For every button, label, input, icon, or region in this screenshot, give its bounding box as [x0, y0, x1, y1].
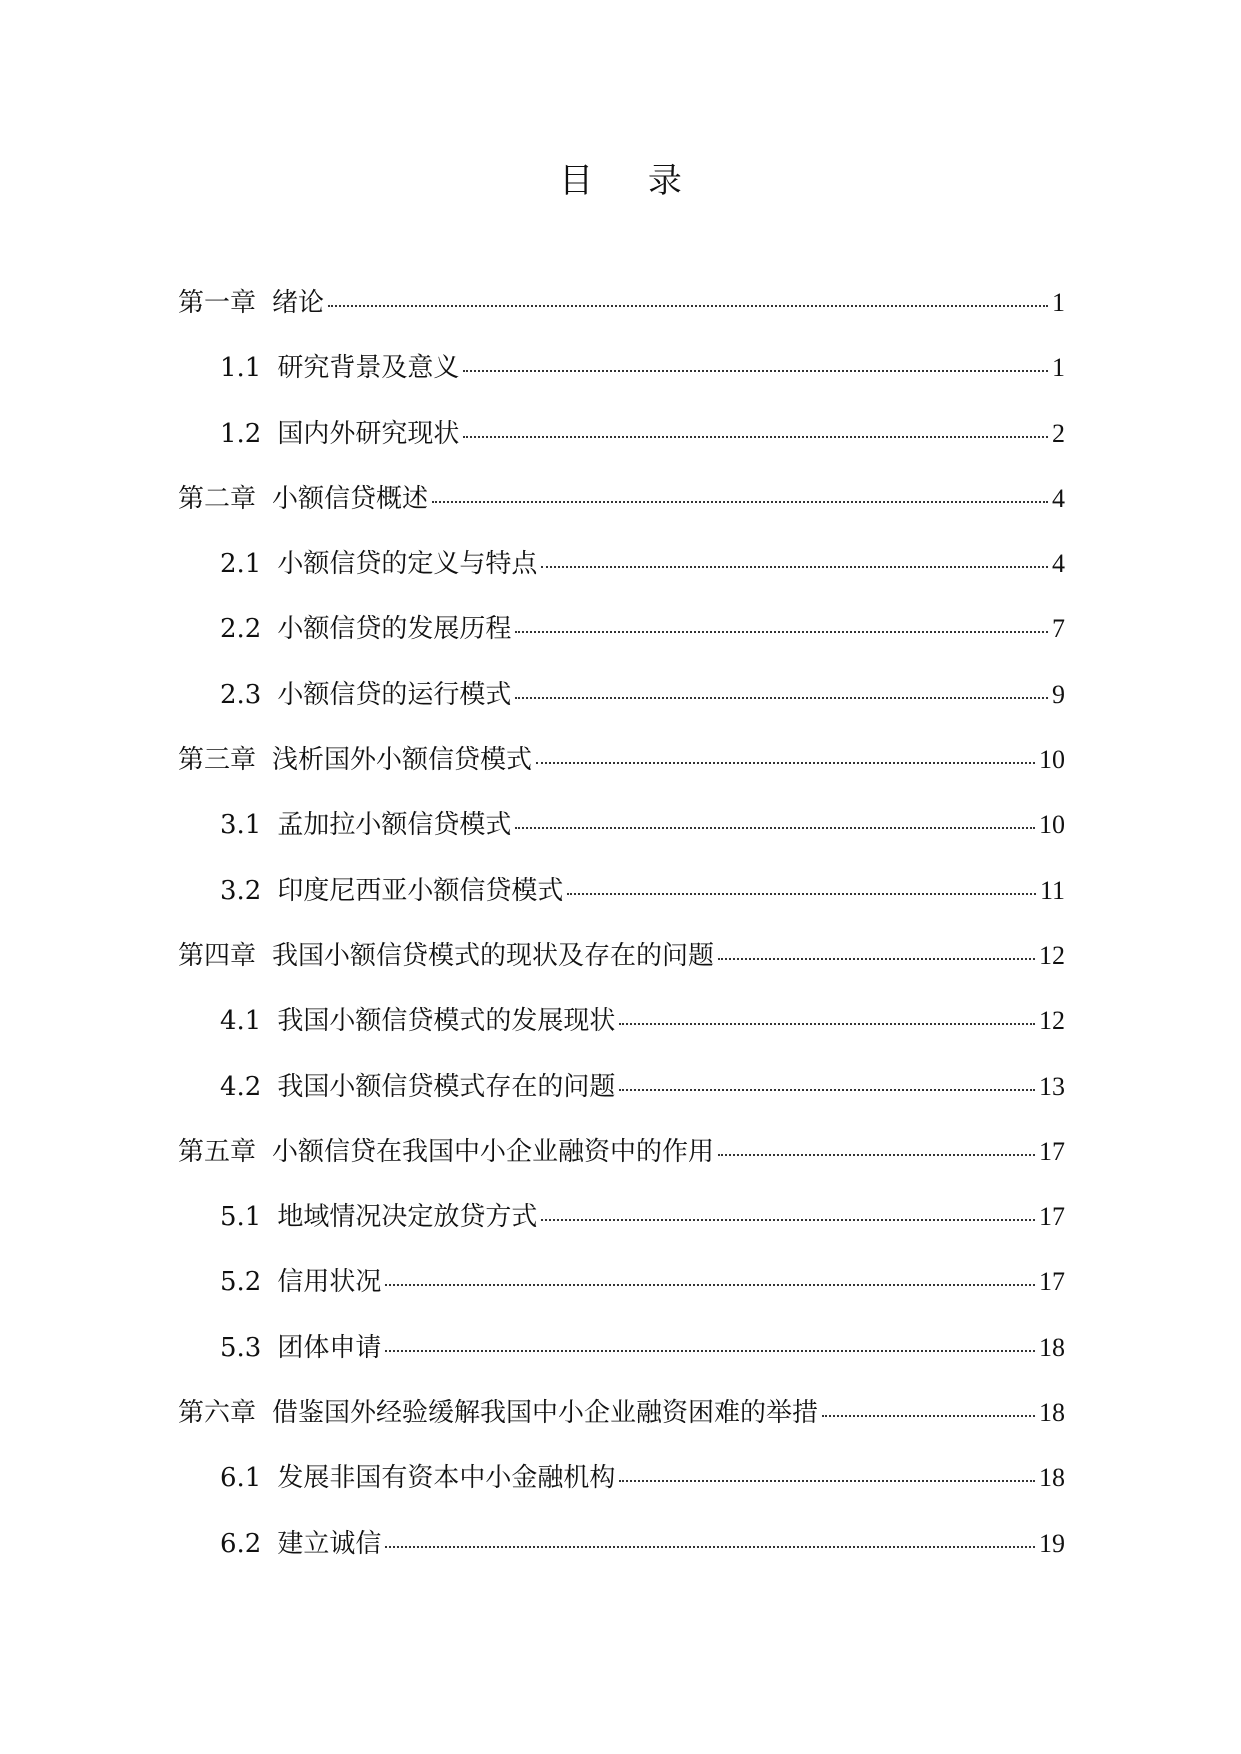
- toc-page-number: 12: [1039, 940, 1065, 970]
- toc-entry-title: 我国小额信贷模式的发展现状: [277, 1006, 616, 1037]
- toc-page-number: 18: [1039, 1463, 1065, 1493]
- toc-entry-title: 小额信贷的定义与特点: [277, 549, 538, 580]
- toc-entry-number: 第五章: [178, 1136, 257, 1167]
- toc-entry-number: 2.3: [220, 679, 262, 710]
- toc-section-entry[interactable]: [178, 678, 1065, 743]
- toc-entry-number: 1.1: [220, 353, 262, 384]
- toc-section-entry[interactable]: [178, 1265, 1065, 1330]
- toc-page-number: 1: [1052, 288, 1065, 317]
- toc-dot-leader: [515, 827, 1035, 829]
- toc-entry-number: 第四章: [178, 940, 257, 971]
- toc-dot-leader: [515, 631, 1048, 633]
- toc-page-number: 18: [1039, 1398, 1065, 1428]
- toc-page-number: 4: [1052, 483, 1065, 513]
- toc-entry-number: 第一章: [178, 288, 257, 318]
- toc-section-entry[interactable]: [178, 1461, 1065, 1526]
- toc-page-number: 19: [1039, 1528, 1065, 1558]
- toc-entry-title: 借鉴国外经验缓解我国中小企业融资困难的举措: [272, 1398, 819, 1429]
- toc-entry-title: 小额信贷概述: [272, 483, 429, 514]
- toc-page-number: 4: [1052, 549, 1065, 579]
- toc-section-entry[interactable]: [178, 1331, 1065, 1396]
- toc-entry-number: 第三章: [178, 745, 257, 776]
- toc-entry-title: 国内外研究现状: [277, 418, 460, 449]
- toc-page-number: 7: [1052, 614, 1065, 644]
- toc-entry-title: 发展非国有资本中小金融机构: [277, 1463, 616, 1494]
- toc-entry-number: 2.2: [220, 614, 262, 645]
- toc-section-entry[interactable]: [178, 1004, 1065, 1069]
- toc-entry-title: 小额信贷的运行模式: [277, 679, 512, 710]
- toc-page-number: 13: [1039, 1071, 1065, 1101]
- toc-entry-title: 浅析国外小额信贷模式: [272, 745, 533, 776]
- toc-entry-title: 我国小额信贷模式的现状及存在的问题: [272, 940, 715, 971]
- toc-entry-number: 第六章: [178, 1398, 257, 1429]
- toc-entry-title: 孟加拉小额信贷模式: [277, 810, 512, 841]
- toc-entry-number: 6.1: [220, 1463, 262, 1494]
- toc-dot-leader: [463, 370, 1048, 372]
- toc-entry-number: 3.1: [220, 810, 262, 841]
- toc-entry-number: 第二章: [178, 483, 257, 514]
- toc-section-entry[interactable]: [178, 1200, 1065, 1265]
- toc-dot-leader: [619, 1480, 1035, 1482]
- toc-section-entry[interactable]: [178, 351, 1065, 416]
- toc-section-entry[interactable]: [178, 808, 1065, 873]
- toc-page-number: 18: [1039, 1332, 1065, 1362]
- toc-chapter-entry[interactable]: [178, 286, 1065, 351]
- toc-dot-leader: [541, 1219, 1035, 1221]
- toc-page-number: 10: [1039, 810, 1065, 840]
- toc-section-entry[interactable]: [178, 547, 1065, 612]
- table-of-contents: [178, 286, 1065, 1592]
- toc-chapter-entry[interactable]: [178, 1396, 1065, 1461]
- toc-entry-number: 5.1: [220, 1202, 262, 1233]
- toc-dot-leader: [385, 1350, 1035, 1352]
- toc-page-number: 9: [1052, 679, 1065, 709]
- toc-dot-leader: [385, 1546, 1035, 1548]
- toc-dot-leader: [328, 305, 1048, 307]
- toc-entry-title: 信用状况: [277, 1267, 382, 1298]
- toc-chapter-entry[interactable]: [178, 743, 1065, 808]
- toc-dot-leader: [619, 1089, 1035, 1091]
- toc-entry-number: 5.3: [220, 1332, 262, 1363]
- toc-dot-leader: [718, 1154, 1035, 1156]
- toc-dot-leader: [385, 1284, 1035, 1286]
- toc-dot-leader: [567, 893, 1036, 895]
- toc-page-number: 11: [1039, 875, 1065, 905]
- toc-entry-title: 团体申请: [277, 1332, 382, 1363]
- toc-chapter-entry[interactable]: [178, 482, 1065, 547]
- toc-section-entry[interactable]: [178, 417, 1065, 482]
- toc-dot-leader: [463, 436, 1048, 438]
- toc-page-number: 17: [1039, 1267, 1065, 1297]
- toc-chapter-entry[interactable]: [178, 1135, 1065, 1200]
- toc-section-entry[interactable]: [178, 1070, 1065, 1135]
- toc-dot-leader: [822, 1415, 1035, 1417]
- toc-entry-title: 建立诚信: [277, 1528, 382, 1559]
- toc-entry-number: 6.2: [220, 1528, 262, 1559]
- toc-section-entry[interactable]: [178, 612, 1065, 677]
- toc-chapter-entry[interactable]: [178, 939, 1065, 1004]
- toc-entry-number: 4.2: [220, 1071, 262, 1102]
- toc-page-number: 10: [1039, 745, 1065, 775]
- toc-dot-leader: [718, 958, 1035, 960]
- toc-dot-leader: [619, 1023, 1035, 1025]
- toc-entry-number: 2.1: [220, 549, 262, 580]
- toc-entry-title: 小额信贷的发展历程: [277, 614, 512, 645]
- toc-dot-leader: [536, 762, 1035, 764]
- toc-page-number: 17: [1039, 1136, 1065, 1166]
- toc-entry-number: 5.2: [220, 1267, 262, 1298]
- toc-entry-title: 地域情况决定放贷方式: [277, 1202, 538, 1233]
- toc-page-number: 12: [1039, 1006, 1065, 1036]
- toc-dot-leader: [432, 501, 1048, 503]
- toc-page-number: 1: [1052, 353, 1065, 383]
- toc-dot-leader: [541, 566, 1048, 568]
- toc-entry-number: 3.2: [220, 875, 262, 906]
- toc-entry-title: 小额信贷在我国中小企业融资中的作用: [272, 1136, 715, 1167]
- toc-section-entry[interactable]: [178, 1527, 1065, 1592]
- toc-entry-title: 印度尼西亚小额信贷模式: [277, 875, 564, 906]
- toc-entry-title: 研究背景及意义: [277, 353, 460, 384]
- toc-section-entry[interactable]: [178, 874, 1065, 939]
- toc-dot-leader: [515, 697, 1048, 699]
- toc-entry-title: 绪论: [272, 288, 325, 318]
- toc-entry-number: 1.2: [220, 418, 262, 449]
- page-title: 目 录: [559, 161, 704, 201]
- toc-entry-title: 我国小额信贷模式存在的问题: [277, 1071, 616, 1102]
- toc-page-number: 17: [1039, 1202, 1065, 1232]
- toc-page-number: 2: [1052, 418, 1065, 448]
- toc-entry-number: 4.1: [220, 1006, 262, 1037]
